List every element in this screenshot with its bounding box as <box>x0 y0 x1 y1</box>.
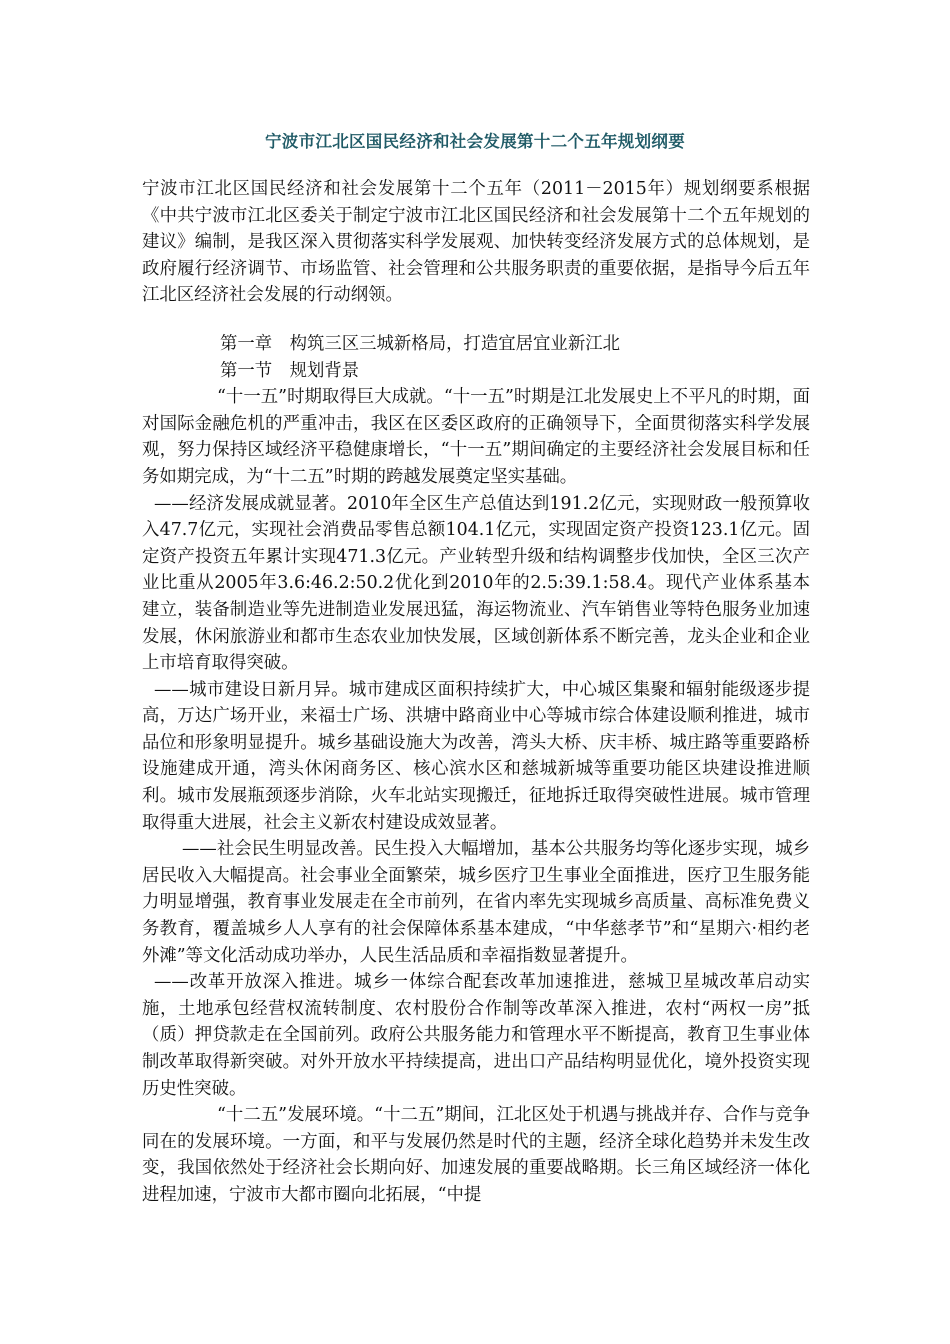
paragraph-gap <box>142 309 810 331</box>
paragraph-reform: ——改革开放深入推进。城乡一体综合配套改革加速推进，慈城卫星城改革启动实施，土地承包经营权流转制度、农村股份合作制等改革深入推进，农村“两权一房”抵（质）押贷款走在全国前列。政府公共服务能力和管理水平不断提高，教育卫生事业体制改革取得新突破。对外开放水平持续提高，进出口产品结构明显优化，境外投资实现历史性突破。 <box>142 972 810 1099</box>
section-heading: 第一节 规划背景 <box>220 360 360 381</box>
document-body <box>142 176 810 1209</box>
paragraph-economy: ——经济发展成就显著。2010年全区生产总值达到191.2亿元，实现财政一般预算收入47.7亿元，实现社会消费品零售总额104.1亿元，实现固定资产投资123.1亿元。固定资产投资五年累计实现471.3亿元。产业转型升级和结构调整步伐加快，全区三次产业比重从2005年3.6:46.2:50.2优化到2010年的2.5:39.1:58.4。现代产业体系基本建立，装备制造业等先进制造业发展迅猛，海运物流业、汽车销售业等特色服务业加速发展，休闲旅游业和都市生态农业加快发展，区域创新体系不断完善，龙头企业和企业上市培育取得突破。 <box>142 493 810 674</box>
paragraph-livelihood: ——社会民生明显改善。民生投入大幅增加，基本公共服务均等化逐步实现，城乡居民收入大幅提高。社会事业全面繁荣，城乡医疗卫生事业全面推进，医疗卫生服务能力明显增强，教育事业发展走在全市前列，在省内率先实现城乡高质量、高标准免费义务教育，覆盖城乡人人享有的社会保障体系基本建成，“中华慈孝节”和“星期六·相约老外滩”等文化活动成功举办，人民生活品质和幸福指数显著提升。 <box>142 839 810 966</box>
paragraph-achievements: “十一五”时期取得巨大成就。“十一五”时期是江北发展史上不平凡的时期，面对国际金融危机的严重冲击，我区在区委区政府的正确领导下，全面贯彻落实科学发展观，努力保持区域经济平稳健康增长，“十一五”期间确定的主要经济社会发展目标和任务如期完成，为“十二五”时期的跨越发展奠定坚实基础。 <box>142 387 810 487</box>
chapter-heading: 第一章 构筑三区三城新格局，打造宜居宜业新江北 <box>220 333 620 354</box>
intro-paragraph: 宁波市江北区国民经济和社会发展第十二个五年（2011－2015年）规划纲要系根据《中共宁波市江北区委关于制定宁波市江北区国民经济和社会发展第十二个五年规划的建议》编制，是我区深入贯彻落实科学发展观、加快转变经济发展方式的总体规划，是政府履行经济调节、市场监管、社会管理和公共服务职责的重要依据，是指导今后五年江北区经济社会发展的行动纲领。 <box>142 179 810 306</box>
paragraph-urban: ——城市建设日新月异。城市建成区面积持续扩大，中心城区集聚和辐射能级逐步提高，万达广场开业，来福士广场、洪塘中路商业中心等城市综合体建设顺利推进，城市品位和形象明显提升。城乡基础设施大为改善，湾头大桥、庆丰桥、城庄路等重要路桥设施建成开通，湾头休闲商务区、核心滨水区和慈城新城等重要功能区块建设推进顺利。城市发展瓶颈逐步消除，火车北站实现搬迁，征地拆迁取得突破性进展。城市管理取得重大进展，社会主义新农村建设成效显著。 <box>142 679 810 833</box>
document-title: 宁波市江北区国民经济和社会发展第十二个五年规划纲要 <box>265 132 685 151</box>
paragraph-environment: “十二五”发展环境。“十二五”期间，江北区处于机遇与挑战并存、合作与竞争同在的发展环境。一方面，和平与发展仍然是时代的主题，经济全球化趋势并未发生改变，我国依然处于经济社会长期向好、加速发展的重要战略期。长三角区域经济一体化进程加速，宁波市大都市圈向北拓展，“中提 <box>142 1105 810 1205</box>
